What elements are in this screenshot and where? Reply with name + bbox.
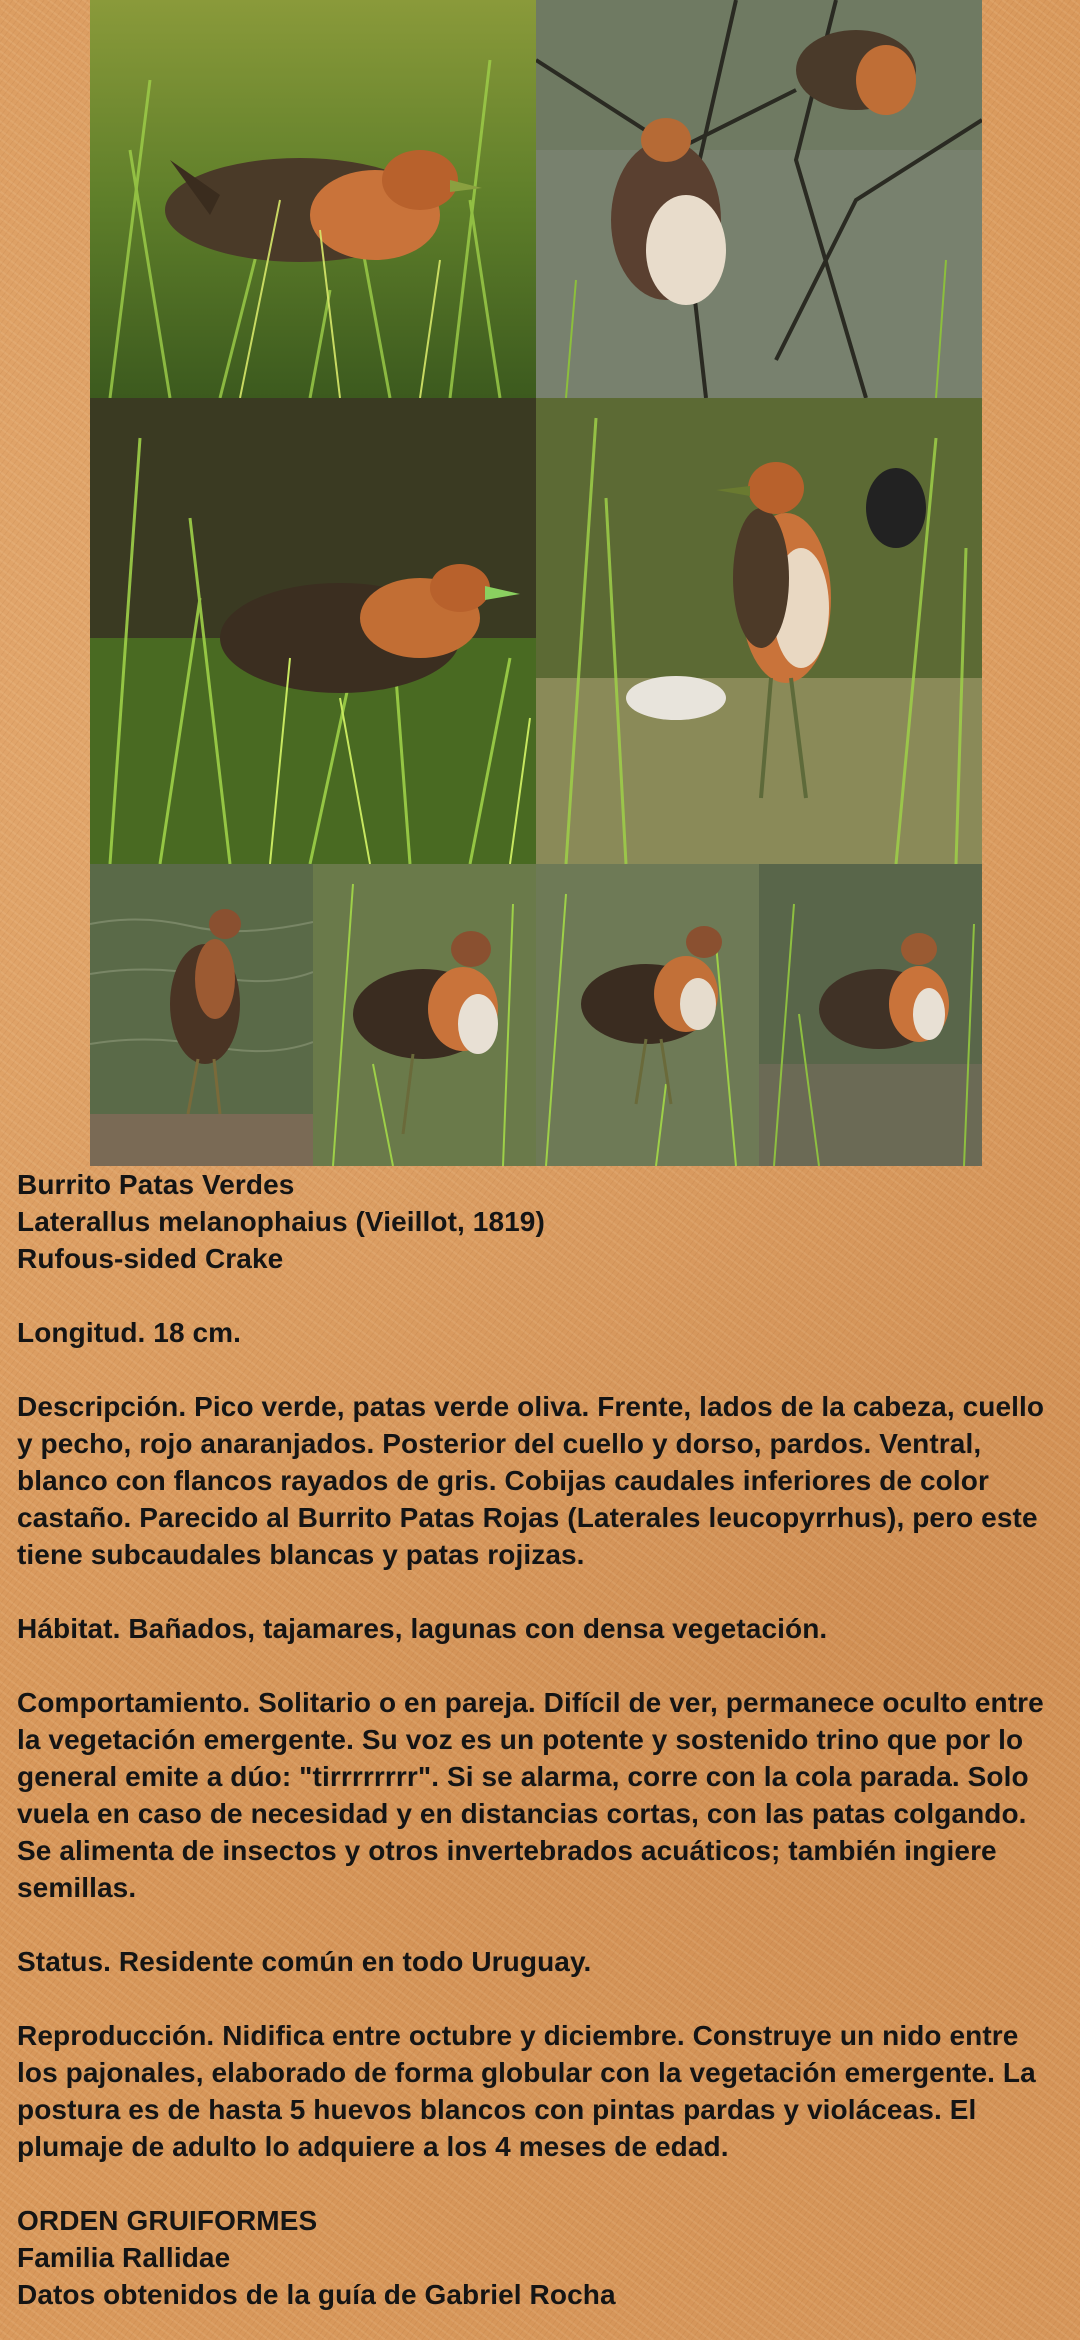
bird-photo-8 [759, 864, 982, 1166]
scientific-name: Laterallus melanophaius (Vieillot, 1819) [17, 1206, 545, 1237]
bird-photo-4 [536, 398, 982, 864]
bird-photo-5 [90, 864, 313, 1166]
bird-photo-1 [90, 0, 536, 398]
photo-collage [90, 0, 982, 1166]
bird-photo-3 [90, 398, 536, 864]
behavior-paragraph: Comportamiento. Solitario o en pareja. Difícil de ver, permanece oculto entre la vegetación emergente. Su voz es un potente y sostenido trino que por lo general emite a dúo: "tirrrrrrrr". Si se alarma, corre con la cola parada. Solo vuela en caso de necesidad y en distancias cortas, con las patas colgando. Se alimenta de insectos y otros invertebrados acuáticos; también ingiere semillas. [17, 1687, 1052, 1903]
species-description [17, 1166, 1067, 2313]
order-label: ORDEN GRUIFORMES [17, 2205, 318, 2236]
common-name-english: Rufous-sided Crake [17, 1243, 284, 1274]
length-paragraph: Longitud. 18 cm. [17, 1317, 242, 1348]
status-paragraph: Status. Residente común en todo Uruguay. [17, 1946, 592, 1977]
habitat-paragraph: Hábitat. Bañados, tajamares, lagunas con densa vegetación. [17, 1613, 828, 1644]
common-name-spanish: Burrito Patas Verdes [17, 1169, 295, 1200]
source-credit: Datos obtenidos de la guía de Gabriel Rocha [17, 2279, 616, 2310]
bird-photo-6 [313, 864, 536, 1166]
reproduction-paragraph: Reproducción. Nidifica entre octubre y diciembre. Construye un nido entre los pajonales, elaborado de forma globular con la vegetación emergente. La postura es de hasta 5 huevos blancos con pintas pardas y violáceas. El plumaje de adulto lo adquiere a los 4 meses de edad. [17, 2020, 1044, 2162]
bird-photo-2 [536, 0, 982, 398]
description-paragraph: Descripción. Pico verde, patas verde oliva. Frente, lados de la cabeza, cuello y pecho, rojo anaranjados. Posterior del cuello y dorso, pardos. Ventral, blanco con flancos rayados de gris. Cobijas caudales inferiores de color castaño. Parecido al Burrito Patas Rojas (Laterales leucopyrrhus), pero este tiene subcaudales blancas y patas rojizas. [17, 1391, 1052, 1570]
bird-photo-7 [536, 864, 759, 1166]
family-label: Familia Rallidae [17, 2242, 231, 2273]
